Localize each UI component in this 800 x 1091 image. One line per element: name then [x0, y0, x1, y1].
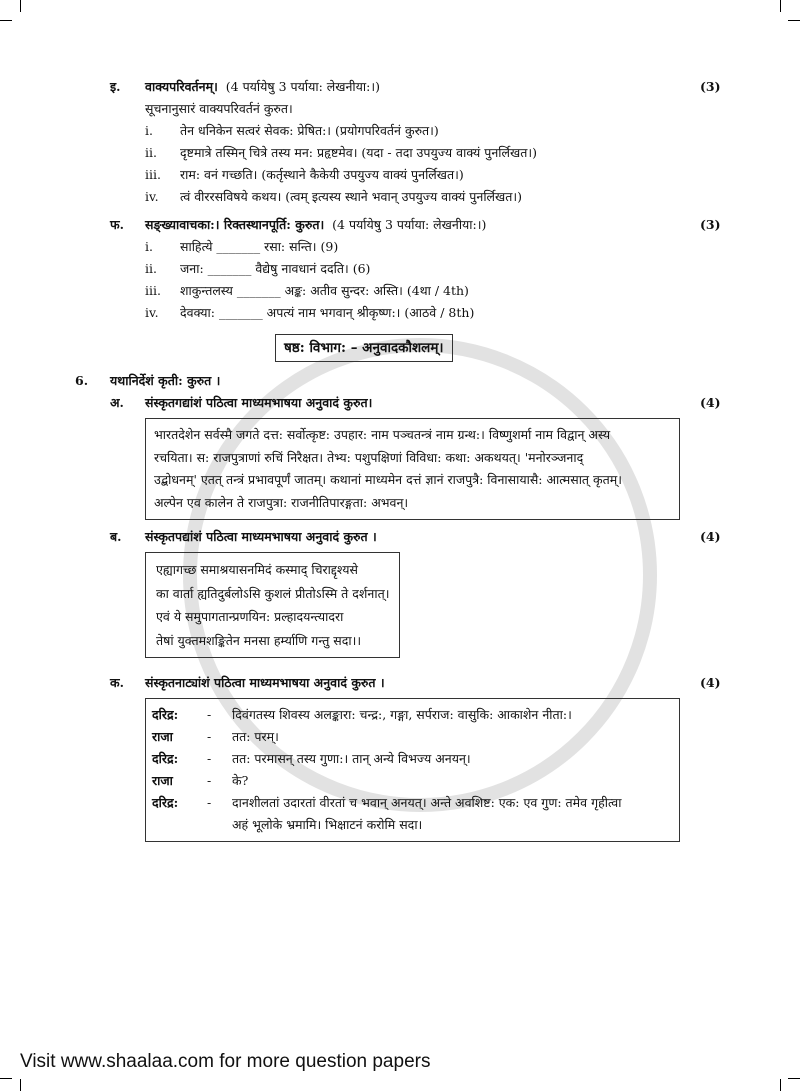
subquestion-title: संस्कृतगद्यांशं पठित्वा माध्यमभाषया अनुवादं कुरुत। — [145, 395, 373, 410]
question-number: 6. — [75, 373, 89, 388]
footer-link[interactable]: Visit www.shaalaa.com for more question papers — [20, 1051, 431, 1072]
section-heading — [0, 214, 800, 236]
item-text: देवक्या: _______ अपत्यं नाम भगवान् श्रीकृष्ण:। (आठवे / 8th) — [180, 305, 475, 320]
section-note: (4 पर्यायेषु 3 पर्याया: लेखनीया:।) — [225, 79, 380, 94]
question-item — [145, 258, 740, 280]
speaker: राजा — [152, 773, 173, 788]
dialogue-line — [152, 770, 673, 792]
item-number: iv. — [145, 305, 159, 320]
item-text: त्वं वीररसविषये कथय। (त्वम् इत्यस्य स्थाने भवान् उपयुज्य वाक्यं पुनर्लिखत।) — [180, 189, 522, 204]
item-text: राम: वनं गच्छति। (कर्तृस्थाने कैकेयी उपयुज्य वाक्यं पुनर्लिखत।) — [180, 167, 464, 182]
dash: - — [207, 751, 212, 766]
passage-line: अल्पेन एव कालेन ते राजपुत्रा: राजनीतिपारङ्गता: अभवन्। — [154, 494, 409, 510]
speaker: राजा — [152, 729, 173, 744]
dash — [207, 814, 232, 836]
subquestion-label: अ. — [110, 395, 124, 410]
speaker — [152, 814, 207, 836]
speaker: दरिद्र: — [152, 751, 179, 766]
dialogue-line — [152, 726, 673, 748]
question-item — [145, 186, 740, 208]
dialogue-line — [152, 814, 673, 836]
dash: - — [207, 729, 212, 744]
section-sentence-transformation — [0, 76, 800, 208]
item-number: ii. — [145, 145, 157, 160]
item-text: तेन धनिकेन सत्वरं सेवक: प्रेषित:। (प्रयोगपरिवर्तनं कुरुत।) — [180, 123, 439, 138]
section-numerals — [0, 214, 800, 324]
dialogue-text: तत: परम्। — [232, 729, 279, 744]
marks: (4) — [700, 675, 721, 690]
question-item — [145, 302, 740, 324]
section-label: इ. — [110, 79, 121, 94]
item-number: iv. — [145, 189, 159, 204]
instruction-row — [145, 98, 740, 120]
passage-line: उद्बोधनम्' एतत् तन्त्रं प्रभावपूर्णं जातम्। कथानां माध्यमेन दत्तं ज्ञानं राजपुत्रै: विनासायासै: आत्मसात् कृतम्। — [154, 472, 622, 487]
item-text: जना: _______ वैद्येषु नावधानं ददति। (6) — [180, 261, 371, 276]
dash: - — [207, 795, 212, 810]
question-item — [145, 236, 740, 258]
section-title: वाक्यपरिवर्तनम्। — [145, 79, 218, 94]
dialogue-text: के? — [232, 773, 249, 788]
item-number: ii. — [145, 261, 157, 276]
question-heading — [0, 370, 800, 392]
item-number: iii. — [145, 167, 161, 182]
prose-passage-box — [145, 418, 680, 520]
subquestion-heading — [0, 672, 800, 694]
passage-line: भारतदेशेन सर्वस्मै जगते दत्त: सर्वोत्कृष्ट: उपहार: नाम पञ्चतन्त्रं नाम ग्रन्थ:। विष्णुशर्मा नाम विद्वान् अस्य — [154, 427, 611, 442]
item-text: शाकुन्तलस्य _______ अङ्क: अतीव सुन्दर: अस्ति। (4था / 4th) — [180, 283, 469, 298]
section-label: फ. — [110, 217, 124, 232]
marks: (4) — [700, 529, 721, 544]
item-text: साहित्ये _______ रसा: सन्ति। (9) — [180, 239, 339, 254]
verse-line: का वार्ता ह्यतिदुर्बलोऽसि कुशलं प्रीतोऽस्मि ते दर्शनात्। — [156, 585, 390, 601]
verse-line: एह्यागच्छ समाश्रयासनमिदं कस्माद् चिराद्दृश्यसे — [156, 562, 358, 577]
marks: (3) — [700, 79, 721, 94]
dialogue-line — [152, 704, 673, 726]
subquestion-label: क. — [110, 675, 124, 690]
section-heading — [0, 76, 800, 98]
dash: - — [207, 707, 212, 722]
instruction: सूचनानुसारं वाक्यपरिवर्तनं कुरुत। — [145, 101, 293, 116]
section-title: सङ्ख्यावाचका:। रिक्तस्थानपूर्ति: कुरुत। — [145, 217, 325, 232]
dialogue-text: तत: परमासन् तस्य गुणा:। तान् अन्ये विभज्य अनयन्। — [232, 751, 471, 766]
item-text: दृष्टमात्रे तस्मिन् चित्रे तस्य मन: प्रहृष्टमेव। (यदा - तदा उपयुज्य वाक्यं पुनर्लिखत।) — [180, 145, 537, 160]
drama-passage-box — [145, 698, 680, 842]
section-note: (4 पर्यायेषु 3 पर्याया: लेखनीया:।) — [332, 217, 487, 232]
question-item — [145, 120, 740, 142]
dialogue-line — [152, 748, 673, 770]
subquestion-title: संस्कृतनाट्यांशं पठित्वा माध्यमभाषया अनुवादं कुरुत । — [145, 675, 385, 690]
dialogue-text: अहं भूलोके भ्रमामि। भिक्षाटनं करोमि सदा। — [232, 817, 423, 832]
item-number: iii. — [145, 283, 161, 298]
question-item — [145, 164, 740, 186]
verse-line: तेषां युक्तमशङ्कितेन मनसा हर्म्याणि गन्तु सदा।। — [156, 632, 362, 648]
dialogue-text: दानशीलतां उदारतां वीरतां च भवान् अनयत्। अन्ते अवशिष्ट: एक: एव गुण: तमेव गृहीत्वा — [232, 795, 622, 810]
marks: (3) — [700, 217, 721, 232]
question-item — [145, 280, 740, 302]
subquestion-label: ब. — [110, 529, 122, 544]
item-number: i. — [145, 123, 153, 138]
division-heading: षष्ठ: विभाग: – अनुवादकौशलम्। — [275, 334, 453, 362]
verse-line: एवं ये समुपागतान्प्रणयिन: प्रल्हादयन्त्यादरा — [156, 609, 344, 624]
dialogue-text: दिवंगतस्य शिवस्य अलङ्कारा: चन्द्र:, गङ्गा, सर्पराज: वासुकि: आकाशेन नीता:। — [232, 707, 572, 722]
item-number: i. — [145, 239, 153, 254]
marks: (4) — [700, 395, 721, 410]
passage-line: रचयिता। स: राजपुत्राणां रुचिं निरैक्षत। तेभ्य: पशुपक्षिणां विविधा: कथा: अकथयत्। 'मनोरञ्जनाद् — [154, 449, 584, 465]
question-title: यथानिर्देशं कृती: कुरुत । — [110, 373, 221, 388]
dialogue-line — [152, 792, 673, 814]
speaker: दरिद्र: — [152, 795, 179, 810]
verse-passage-box — [145, 552, 400, 658]
speaker: दरिद्र: — [152, 707, 179, 722]
dash: - — [207, 773, 212, 788]
subquestion-title: संस्कृतपद्यांशं पठित्वा माध्यमभाषया अनुवादं कुरुत । — [145, 529, 377, 544]
subquestion-heading — [0, 526, 800, 548]
question-item — [145, 142, 740, 164]
subquestion-heading — [0, 392, 800, 414]
